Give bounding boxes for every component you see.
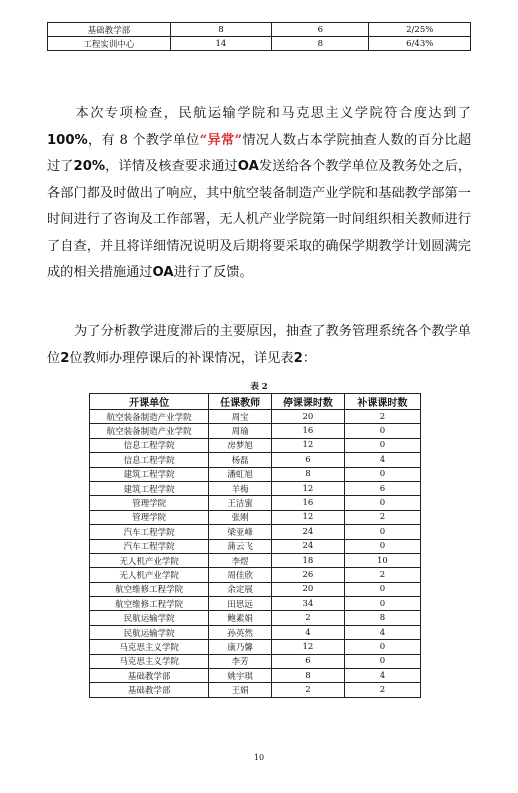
table-cell: 民航运输学院 [90,625,209,639]
table2 [89,393,421,698]
table-cell: 8 [344,611,420,625]
column-header: 补课课时数 [344,394,420,410]
summary-table-fragment [47,22,471,51]
table-cell: 6 [272,654,345,668]
para1-text-5: 发送给各个教学单位及教务处之后，各部门都及时做出了响应，其中航空装备制造产业学院和基础教学部第一时间进行了咨询及工作部署，无人机产业学院第一时间组织相关教师进行了自查，并且将详细情况说明及后期将要采取的确保学期教学计划圆满完成的相关措施通过 [47,159,472,280]
table-cell: 0 [344,496,420,510]
table-cell: 无人机产业学院 [90,568,209,582]
table-cell: 航空维修工程学院 [90,597,209,611]
table-row [90,625,421,639]
table-cell: 信息工程学院 [90,438,209,452]
table-cell: 建筑工程学院 [90,467,209,481]
table-cell: 潘虹旭 [209,467,272,481]
table-row [90,525,421,539]
table-cell: 10 [344,553,420,567]
table-cell: 2 [344,683,420,697]
table-cell: 汽车工程学院 [90,539,209,553]
table-cell: 2 [272,683,345,697]
table-row [48,23,471,37]
table-cell: 24 [272,539,345,553]
table-cell: 4 [272,625,345,639]
table-cell: 无人机产业学院 [90,553,209,567]
table-cell: 20 [272,582,345,596]
para1-text-2: ，有 8 个教学单位 [87,132,200,148]
table-cell: 4 [344,625,420,639]
table-cell: 12 [272,510,345,524]
table2-header-row [90,394,421,410]
table-row [90,453,421,467]
para1-abnormal-highlight: “异常” [199,132,243,148]
table-cell: 0 [344,467,420,481]
table-cell: 6 [344,481,420,495]
para1-oa-1: OA [237,159,259,174]
table-cell: 航空装备制造产业学院 [90,424,209,438]
table-cell: 34 [272,597,345,611]
table-row [90,496,421,510]
table-cell: 康乃馨 [209,640,272,654]
table-cell: 王洁蜜 [209,496,272,510]
table-row [90,597,421,611]
table-cell: 孙英然 [209,625,272,639]
table-cell: 杨磊 [209,453,272,467]
table-cell: 0 [344,539,420,553]
table-cell: 李芳 [209,654,272,668]
table-cell: 工程实训中心 [48,37,171,51]
para1-text-4: ，详情及核查要求通过 [105,159,238,174]
table-cell: 基础教学部 [90,669,209,683]
table-cell: 周佳欣 [209,568,272,582]
para2-text-1: 为了分析教学进度滞后的主要原因，抽查了教务管理系统各个教学单位 [47,324,471,366]
table-cell: 12 [272,640,345,654]
para2-count: 2 [60,350,70,366]
table-cell: 8 [272,37,369,51]
table-cell: 王娟 [209,683,272,697]
paragraph-make-up-analysis [47,319,471,372]
table-cell: 18 [272,553,345,567]
table-row [90,683,421,697]
table-cell: 房梦旭 [209,438,272,452]
table-cell: 羊梅 [209,481,272,495]
table-row [90,539,421,553]
table-row [90,481,421,495]
column-header: 开课单位 [90,394,209,410]
table-cell: 12 [272,438,345,452]
table-cell: 航空维修工程学院 [90,582,209,596]
table-cell: 2/25% [369,23,471,37]
table-cell: 6 [272,23,369,37]
table-cell: 20 [272,410,345,424]
para1-oa-2: OA [152,265,174,280]
table-cell: 田思远 [209,597,272,611]
table2-caption: 表 2 [250,382,268,392]
table-cell: 0 [344,654,420,668]
para1-percent-100: 100% [47,132,88,148]
table-cell: 24 [272,525,345,539]
para2-text-2: 位教师办理停课后的补课情况，详见表 [69,350,294,366]
table-cell: 0 [344,640,420,654]
table-cell: 2 [344,410,420,424]
table-cell: 0 [344,525,420,539]
table-row [90,424,421,438]
table-cell: 2 [344,510,420,524]
para2-table-ref: 2 [293,350,303,366]
table-cell: 管理学院 [90,510,209,524]
table-row [90,611,421,625]
paragraph-inspection-results [47,101,471,287]
table-cell: 2 [272,611,345,625]
table-cell: 8 [272,467,345,481]
table-cell: 基础教学部 [48,23,171,37]
table-row [90,510,421,524]
table-cell: 6/43% [369,37,471,51]
table-row [90,568,421,582]
table-cell: 余定展 [209,582,272,596]
table-cell: 16 [272,424,345,438]
table-cell: 4 [344,669,420,683]
table-row [90,669,421,683]
table-cell: 信息工程学院 [90,453,209,467]
table-cell: 周瑜 [209,424,272,438]
table-cell: 管理学院 [90,496,209,510]
table-cell: 鲍素娟 [209,611,272,625]
table-cell: 4 [344,453,420,467]
table-cell: 航空装备制造产业学院 [90,410,209,424]
table-cell: 姚宇琪 [209,669,272,683]
table-row [90,410,421,424]
para1-text-3: 情况人数占本学院抽查人数的百分比超过了 [47,132,472,174]
table-row [90,467,421,481]
column-header: 停课课时数 [272,394,345,410]
para1-text-1: 本次专项检查，民航运输学院和马克思主义学院符合度达到了 [74,106,471,121]
table-row [90,438,421,452]
table-cell: 汽车工程学院 [90,525,209,539]
table-cell: 12 [272,481,345,495]
table-cell: 0 [344,424,420,438]
table-cell: 民航运输学院 [90,611,209,625]
table-row [90,553,421,567]
table-cell: 梁亚峰 [209,525,272,539]
table-cell: 建筑工程学院 [90,481,209,495]
table-cell: 16 [272,496,345,510]
table-row [90,654,421,668]
table-cell: 26 [272,568,345,582]
table-cell: 8 [170,23,272,37]
table-row [48,37,471,51]
table-cell: 蒲云飞 [209,539,272,553]
table-row [90,640,421,654]
table-cell: 14 [170,37,272,51]
table-cell: 6 [272,453,345,467]
table-cell: 8 [272,669,345,683]
table-cell: 基础教学部 [90,683,209,697]
para1-text-6: 进行了反馈。 [173,265,253,280]
para1-percent-20: 20% [73,159,106,174]
table-cell: 0 [344,438,420,452]
page-number: 10 [253,753,265,762]
table-cell: 马克思主义学院 [90,640,209,654]
table-cell: 李煜 [209,553,272,567]
table-cell: 0 [344,597,420,611]
table-cell: 周宝 [209,410,272,424]
column-header: 任课教师 [209,394,272,410]
table-row [90,582,421,596]
table-cell: 2 [344,568,420,582]
table-cell: 0 [344,582,420,596]
table-cell: 张刚 [209,510,272,524]
para2-text-3: ： [302,350,316,366]
table-cell: 马克思主义学院 [90,654,209,668]
